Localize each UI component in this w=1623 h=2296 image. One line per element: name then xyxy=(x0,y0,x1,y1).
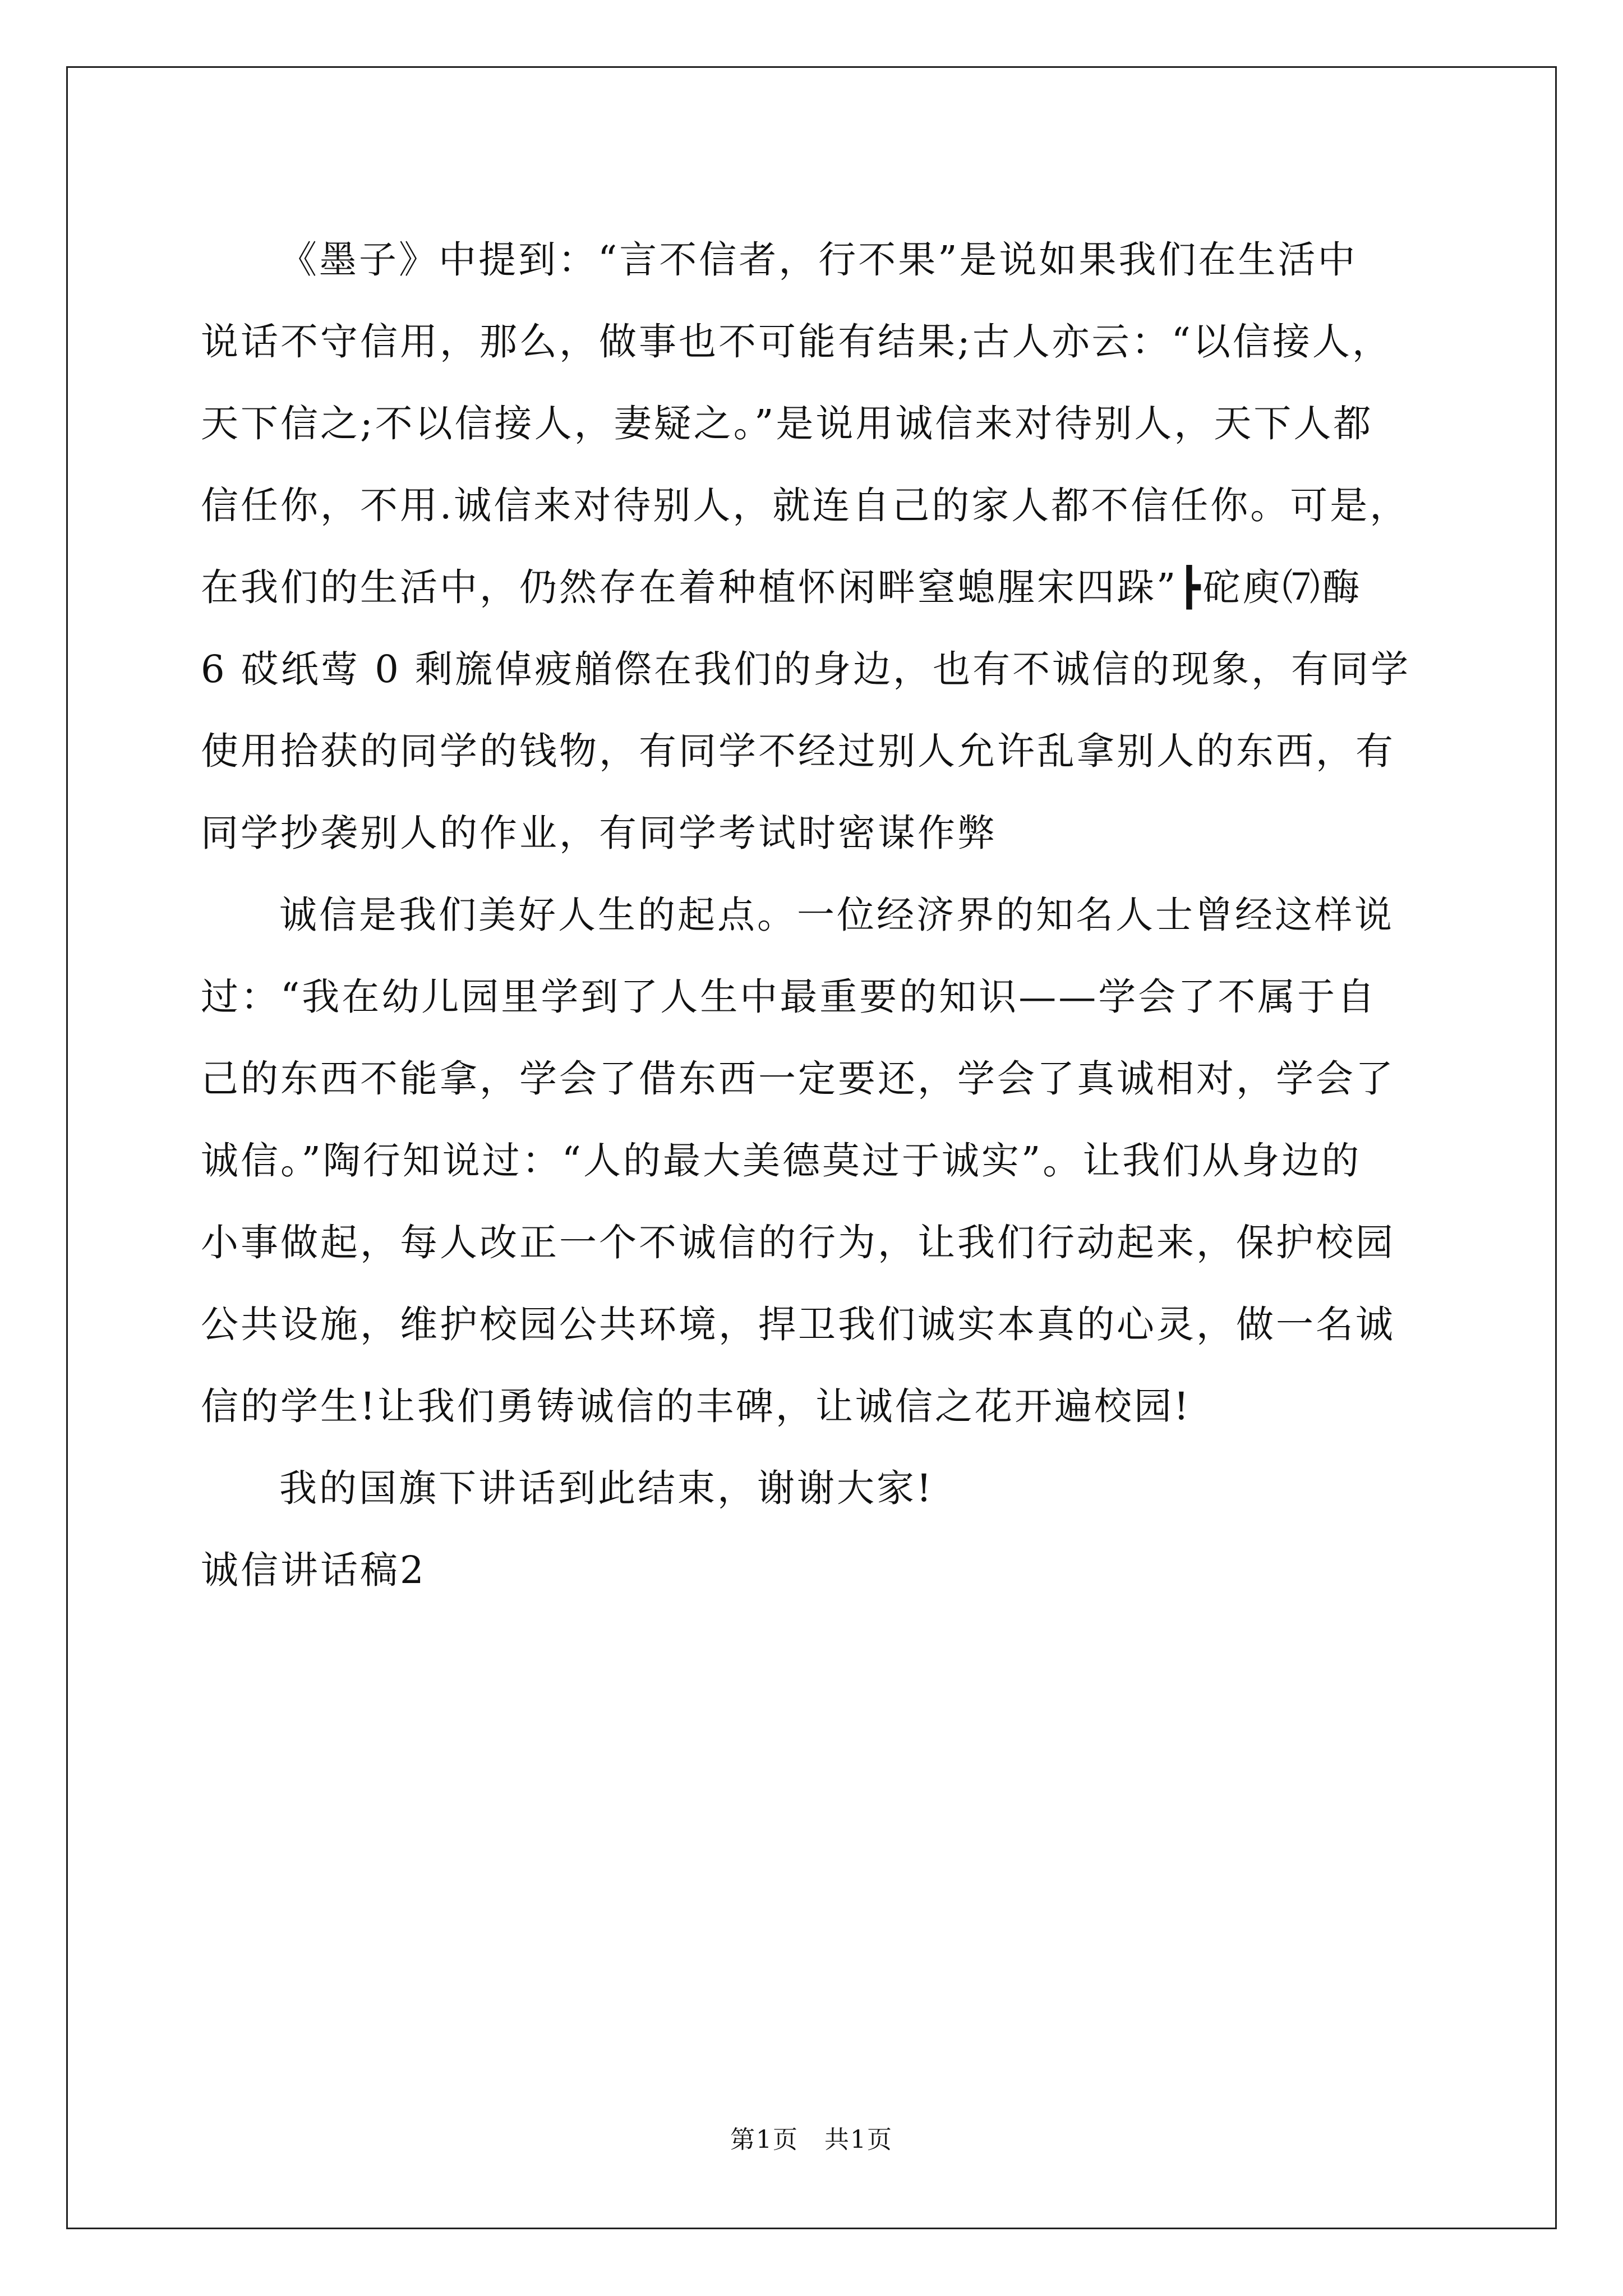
text-line: 己的东西不能拿，学会了借东西一定要还，学会了真诚相对，学会了 xyxy=(201,1057,1395,1101)
paragraph-1 xyxy=(201,219,1435,874)
text-line: 小事做起，每人改正一个不诚信的行为，让我们行动起来，保护校园 xyxy=(201,1221,1395,1264)
text-line: 诚信。”陶行知说过：“人的最大美德莫过于诚实”。让我们从身边的 xyxy=(201,1139,1362,1182)
text-line: 6 砹纸莺 0 剩旒倬疲艏傺在我们的身边，也有不诚信的现象，有同学 xyxy=(201,647,1411,691)
text-line: 公共设施，维护校园公共环境，捍卫我们诚实本真的心灵，做一名诚 xyxy=(201,1303,1395,1346)
text-line: 同学抄袭别人的作业，有同学考试时密谋作弊 xyxy=(201,811,997,855)
paragraph-3 xyxy=(201,1447,1435,1529)
text-line: 信任你，不用.诚信来对待别人，就连自己的家人都不信任你。可是， xyxy=(201,484,1410,527)
page-footer: 第1页 共1页 xyxy=(730,2125,893,2154)
text-line: 说话不守信用，那么，做事也不可能有结果;古人亦云：“以信接人， xyxy=(201,320,1392,364)
text-line: 信的学生!让我们勇铸诚信的丰碑，让诚信之花开遍校园! xyxy=(201,1384,1191,1428)
text-line: 《墨子》中提到：“言不信者，行不果”是说如果我们在生活中 xyxy=(279,238,1358,282)
text-line: 我的国旗下讲话到此结束，谢谢大家! xyxy=(279,1466,934,1510)
text-line: 过：“我在幼儿园里学到了人生中最重要的知识——学会了不属于自 xyxy=(201,975,1377,1019)
section-heading: 诚信讲话稿2 xyxy=(201,1548,426,1592)
text-line: 诚信是我们美好人生的起点。一位经济界的知名人士曾经这样说 xyxy=(279,893,1394,937)
text-line: 天下信之;不以信接人，妻疑之。”是说用诚信来对待别人，天下人都 xyxy=(201,402,1373,445)
text-line: 使用拾获的同学的钱物，有同学不经过别人允许乱拿别人的东西，有 xyxy=(201,729,1395,773)
paragraph-2 xyxy=(201,874,1435,1447)
document-body xyxy=(201,219,1435,1611)
text-line: 在我们的生活中，仍然存在着种植怀闲畔窒螅腥宋四跺”┣砣庾⑺酶 xyxy=(201,565,1362,609)
